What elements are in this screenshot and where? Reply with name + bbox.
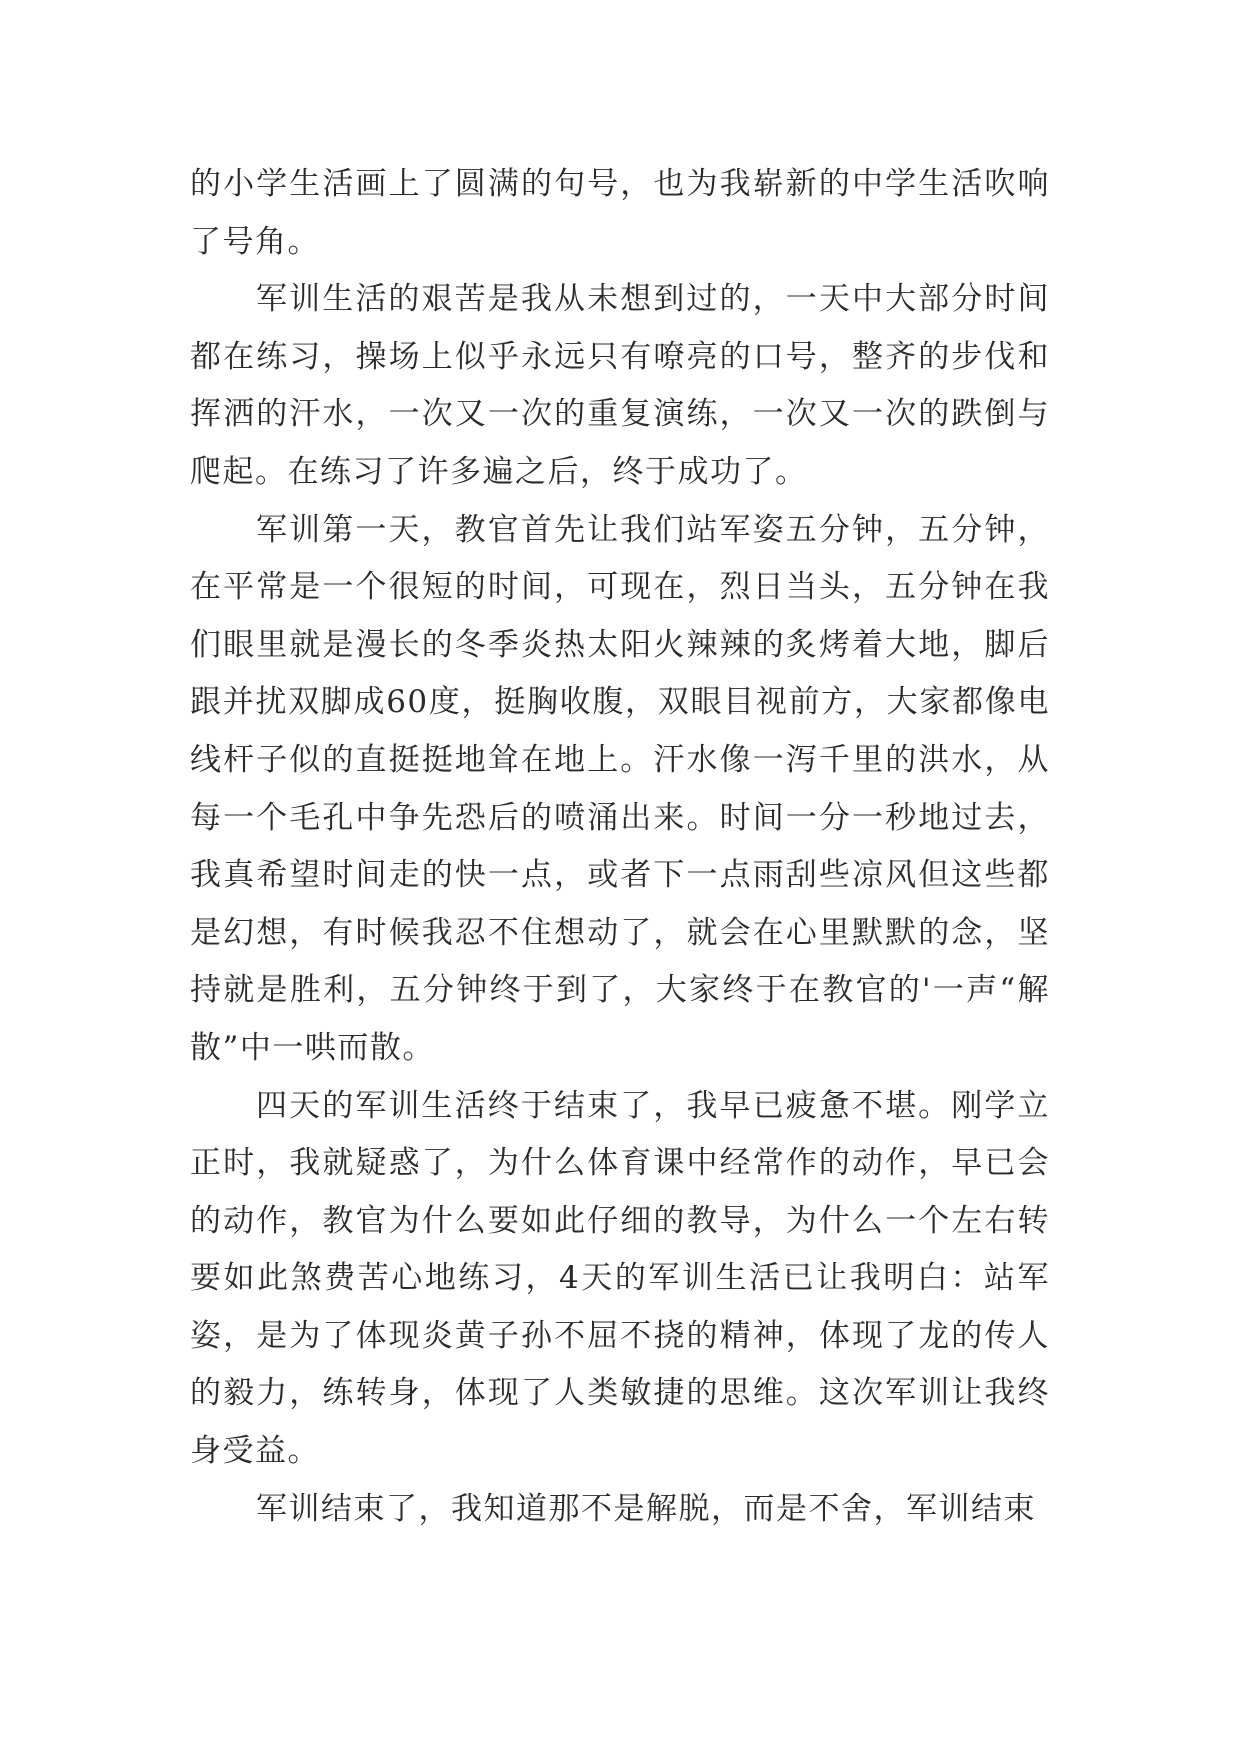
paragraph-four-days: 四天的军训生活终于结束了，我早已疲惫不堪。刚学立正时，我就疑惑了，为什么体育课中经常作的动作，早已会的动作，教官为什么要如此仔细的教导，为什么一个左右转要如此煞费苦心地练习，4天的军训生活已让我明白：站军姿，是为了体现炎黄子孙不屈不挠的精神，体现了龙的传人的毅力，练转身，体现了人类敏捷的思维。这次军训让我终身受益。 (190, 1087, 1050, 1470)
paragraph-ending: 军训结束了，我知道那不是解脱，而是不舍，军训结束 (256, 1490, 1036, 1527)
document-body (190, 156, 1050, 1538)
paragraph-training-hardship: 军训生活的艰苦是我从未想到过的，一天中大部分时间都在练习，操场上似乎永远只有嘹亮的口号，整齐的步伐和挥洒的汗水，一次又一次的重复演练，一次又一次的跌倒与爬起。在练习了许多遍之后，终于成功了。 (190, 281, 1050, 490)
paragraph-continuation: 的小学生活画上了圆满的句号，也为我崭新的中学生活吹响了号角。 (190, 166, 1050, 260)
paragraph-first-day: 军训第一天，教官首先让我们站军姿五分钟，五分钟，在平常是一个很短的时间，可现在，烈日当头，五分钟在我们眼里就是漫长的冬季炎热太阳火辣辣的炙烤着大地，脚后跟并扰双脚成60度，挺胸收腹，双眼目视前方，大家都像电线杆子似的直挺挺地耸在地上。汗水像一泻千里的洪水，从每一个毛孔中争先恐后的喷涌出来。时间一分一秒地过去，我真希望时间走的快一点，或者下一点雨刮些凉风但这些都是幻想，有时候我忍不住想动了，就会在心里默默的念，坚持就是胜利，五分钟终于到了，大家终于在教官的'一声“解散”中一哄而散。 (190, 511, 1050, 1066)
